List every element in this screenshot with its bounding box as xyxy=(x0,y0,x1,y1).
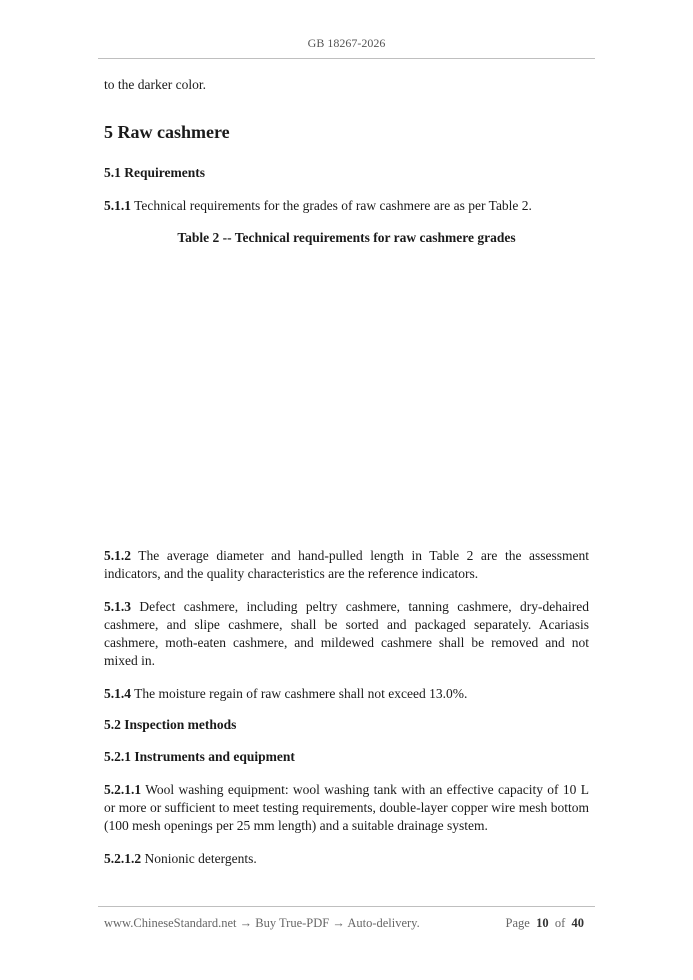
clause-text: Defect cashmere, including peltry cashmere, tanning cashmere, dry-dehaired cashmere, and slipe cashmere, shall be sorted and packaged separately. Acariasis cashmere, moth-eaten cashmere, and mildewed cashmere shall be removed and not mixed in. xyxy=(104,599,589,668)
buy-link[interactable]: Buy True-PDF xyxy=(255,916,330,930)
clause-number: 5.1.2 xyxy=(104,548,131,563)
clause-text: Technical requirements for the grades of raw cashmere are as per Table 2. xyxy=(131,198,532,213)
clause-5-2-1-2 xyxy=(104,850,589,868)
section-5-2-heading: 5.2 Inspection methods xyxy=(104,717,237,732)
footer-rule xyxy=(98,906,595,907)
section-5-heading: 5 Raw cashmere xyxy=(104,122,230,142)
clause-5-1-1 xyxy=(104,197,589,215)
page-label: Page xyxy=(505,916,530,930)
clause-text: Wool washing equipment: wool washing tank with an effective capacity of 10 L or more or sufficient to meet testing requirements, double-layer copper wire mesh bottom (100 mesh openings per 25 mm length) and a suitable drainage system. xyxy=(104,782,589,833)
arrow-icon: → xyxy=(329,916,348,930)
header-rule xyxy=(98,58,595,59)
clause-number: 5.1.3 xyxy=(104,599,131,614)
delivery-text: Auto-delivery. xyxy=(347,916,420,930)
page-number: 10 xyxy=(536,916,549,930)
clause-5-2-1-1 xyxy=(104,781,589,835)
arrow-icon: → xyxy=(236,916,256,930)
clause-number: 5.2.1.2 xyxy=(104,851,142,866)
clause-number: 5.1.4 xyxy=(104,686,131,701)
site-link[interactable]: www.ChineseStandard.net xyxy=(104,916,237,930)
table-2-caption: Table 2 -- Technical requirements for raw cashmere grades xyxy=(177,230,516,245)
footer-links xyxy=(104,916,420,931)
of-label: of xyxy=(554,916,566,930)
clause-number: 5.2.1.1 xyxy=(104,782,142,797)
clause-number: 5.1.1 xyxy=(104,198,131,213)
page-total: 40 xyxy=(571,916,584,930)
clause-5-1-2 xyxy=(104,547,589,583)
table-2-area xyxy=(104,256,589,540)
page-indicator xyxy=(506,916,584,931)
section-5-2-1-heading: 5.2.1 Instruments and equipment xyxy=(104,749,295,764)
section-5-1-heading: 5.1 Requirements xyxy=(104,165,205,180)
clause-text: The average diameter and hand-pulled length in Table 2 are the assessment indicators, and the quality characteristics are the reference indicators. xyxy=(104,548,589,581)
header-doc-code: GB 18267-2026 xyxy=(307,36,386,50)
clause-5-1-3 xyxy=(104,598,589,670)
intro-text: to the darker color. xyxy=(104,77,206,92)
clause-text: Nonionic detergents. xyxy=(141,851,257,866)
clause-text: The moisture regain of raw cashmere shall not exceed 13.0%. xyxy=(131,686,468,701)
clause-5-1-4 xyxy=(104,685,589,703)
